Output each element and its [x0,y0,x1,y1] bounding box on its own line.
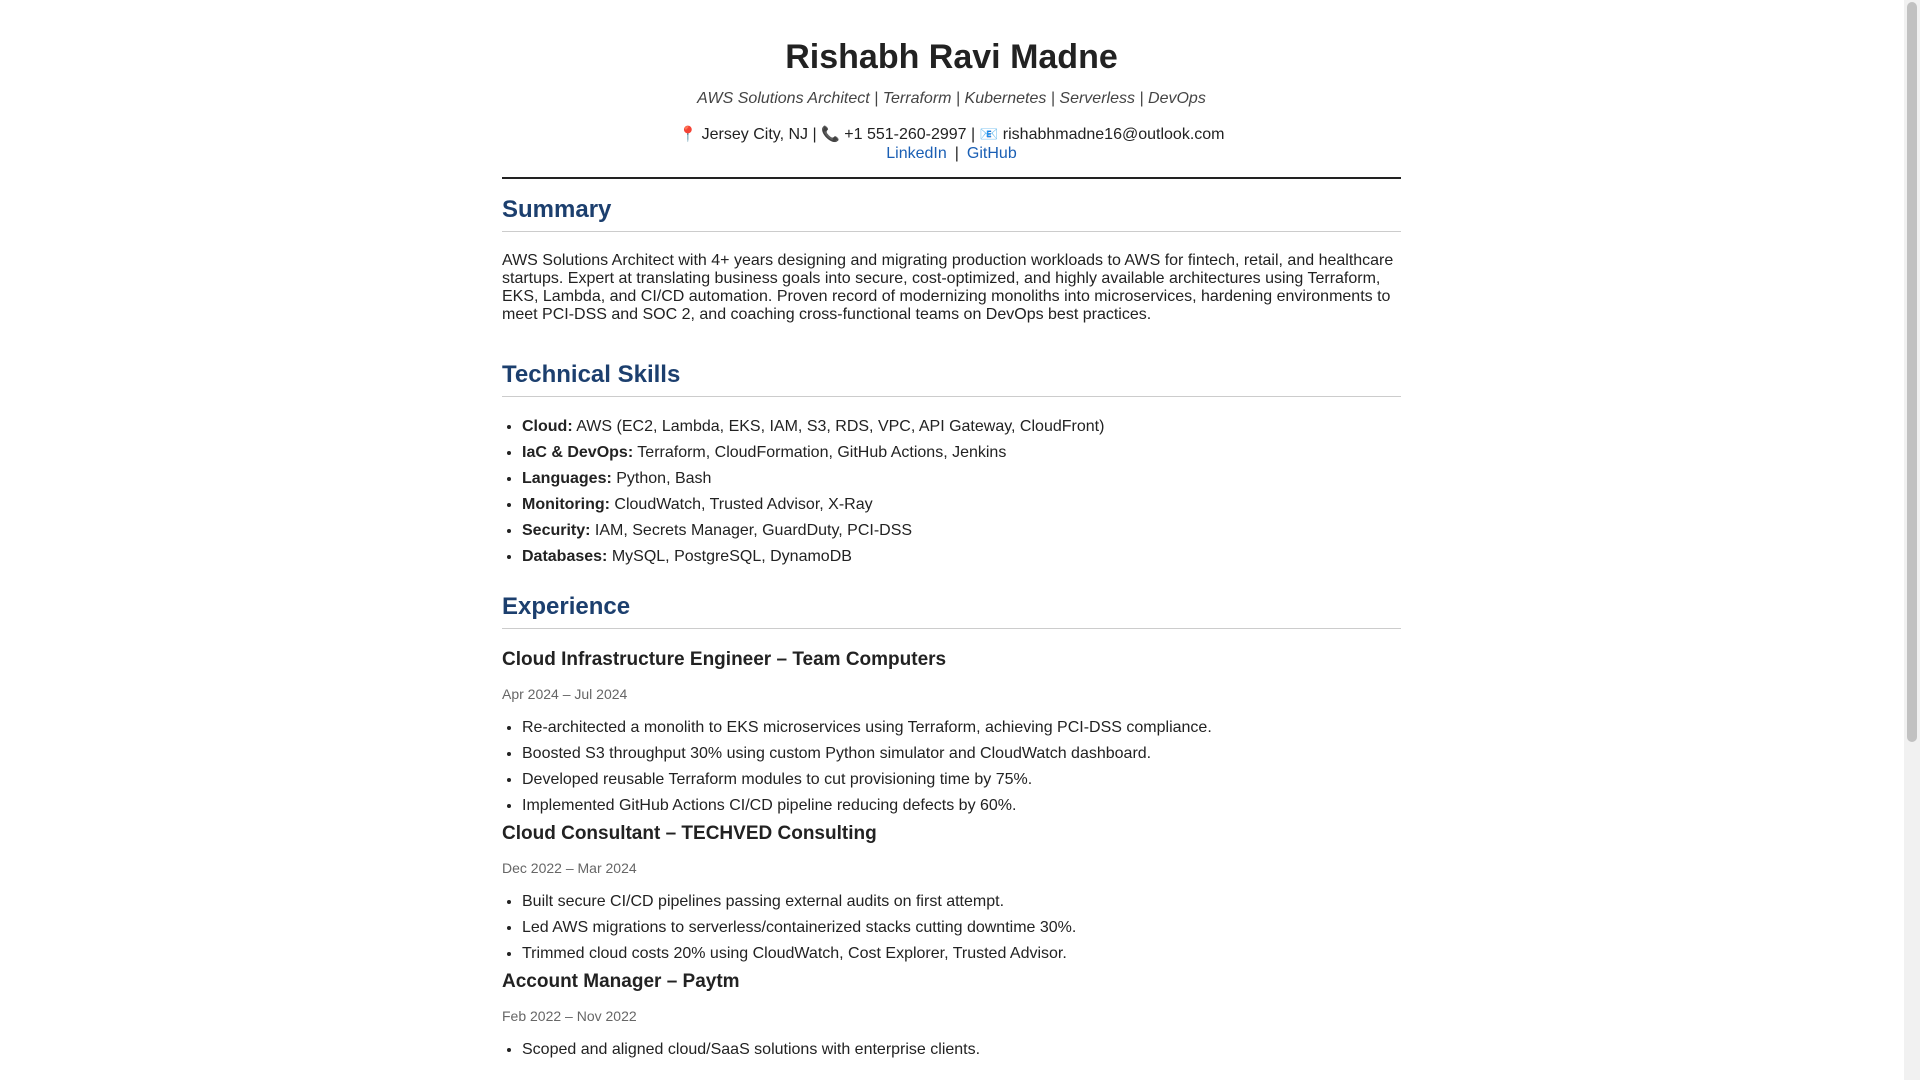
skill-value: IAM, Secrets Manager, GuardDuty, PCI-DSS [594,522,913,539]
skill-value: Python, Bash [616,470,712,487]
job-bullet: • Developed reusable Terraform modules to cut provisioning time by 75%. [522,770,1401,790]
job-title: Cloud Infrastructure Engineer – Team Computers [502,649,947,670]
tagline: AWS Solutions Architect | Terraform | Kubernetes | Serverless | DevOps [697,90,1206,107]
summary-section [502,195,1401,324]
scrollbar-thumb[interactable] [1907,2,1917,742]
contact-separator: | [812,126,817,143]
job-bullet: • Trimmed cloud costs 20% using CloudWatch, Cost Explorer, Trusted Advisor. [522,944,1401,964]
skill-label: Languages: [522,470,612,487]
skill-value: MySQL, PostgreSQL, DynamoDB [611,548,852,565]
job-dates: Apr 2024 – Jul 2024 [502,686,628,702]
job-entry [502,822,1401,964]
skill-item [522,521,1401,541]
contact-line [502,125,1401,145]
summary-text: AWS Solutions Architect with 4+ years designing and migrating production workloads to AWS for fintech, retail, and healthcare startups. Expert at translating business goals into secure, cost-optimized, and highly available architectures using Terraform, EKS, Lambda, and CI/CD automation. Proven record of modernizing monoliths into microservices, hardening environments to meet PCI-DSS and SOC 2, and coaching cross-functional teams on DevOps best practices. [502,252,1394,323]
skill-item [522,443,1401,463]
skill-item [522,495,1401,515]
job-dates: Feb 2022 – Nov 2022 [502,1008,637,1024]
link-separator: | [954,145,959,162]
linkedin-link[interactable]: LinkedIn [886,145,947,162]
email-icon: 📧 [979,126,999,143]
email: rishabhmadne16@outlook.com [1002,126,1225,143]
job-entry [502,970,1401,1060]
resume-page [502,0,1401,1066]
skill-label: Monitoring: [522,496,610,513]
phone-icon: 📞 [821,126,840,143]
job-bullet: • Scoped and aligned cloud/SaaS solutions with enterprise clients. [522,1040,1401,1060]
job-title: Account Manager – Paytm [502,971,740,992]
phone: +1 551-260-2997 [844,126,967,143]
job-bullets [502,1040,1401,1060]
skills-list [502,417,1401,567]
experience-section [502,592,1401,1060]
location: Jersey City, NJ [701,126,809,143]
skill-item [522,417,1401,437]
skill-label: Databases: [522,548,608,565]
github-link[interactable]: GitHub [966,145,1017,162]
job-bullet: • Built secure CI/CD pipelines passing external audits on first attempt. [522,892,1401,912]
job-bullet: • Led AWS migrations to serverless/containerized stacks cutting downtime 30%. [522,918,1401,938]
skill-item [522,469,1401,489]
skills-heading: Technical Skills [502,360,1401,397]
job-bullet: • Boosted S3 throughput 30% using custom Python simulator and CloudWatch dashboard. [522,744,1401,764]
job-entry [502,648,1401,816]
resume-header [502,37,1401,163]
job-title: Cloud Consultant – TECHVED Consulting [502,823,877,844]
vertical-scrollbar[interactable] [1904,0,1920,1080]
job-bullets [502,718,1401,816]
candidate-name: Rishabh Ravi Madne [785,38,1118,76]
job-bullets [502,892,1401,964]
profile-links [502,145,1401,163]
pin-icon: 📍 [678,126,698,143]
contact-separator: | [971,126,976,143]
skill-label: Cloud: [522,418,573,435]
experience-heading: Experience [502,592,1401,629]
job-bullet: • Re-architected a monolith to EKS microservices using Terraform, achieving PCI-DSS compliance. [522,718,1401,738]
skill-item [522,547,1401,567]
skill-label: IaC & DevOps: [522,444,634,461]
skill-value: Terraform, CloudFormation, GitHub Actions, Jenkins [637,444,1007,461]
job-dates: Dec 2022 – Mar 2024 [502,860,637,876]
skill-value: CloudWatch, Trusted Advisor, X-Ray [614,496,873,513]
job-bullet: • Implemented GitHub Actions CI/CD pipeline reducing defects by 60%. [522,796,1401,816]
skill-value: AWS (EC2, Lambda, EKS, IAM, S3, RDS, VPC, API Gateway, CloudFront) [576,418,1105,435]
skill-label: Security: [522,522,591,539]
skills-section [502,360,1401,567]
summary-heading: Summary [502,195,1401,232]
header-divider [502,177,1401,179]
